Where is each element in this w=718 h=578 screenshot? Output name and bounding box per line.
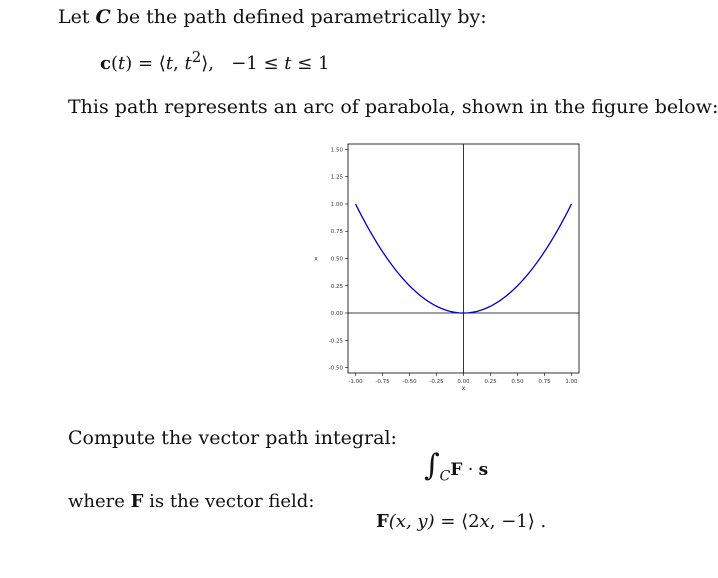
param-eq: ) = ⟨	[125, 53, 166, 74]
field-x: x	[479, 511, 490, 532]
integral-s: s	[478, 460, 489, 480]
integral-F: F	[450, 460, 463, 480]
intro-let: Let	[58, 6, 90, 28]
y-tick-label: -0.50	[328, 365, 343, 372]
x-tick-label: -0.25	[429, 379, 444, 385]
compute-prompt: Compute the vector path integral:	[68, 427, 397, 449]
param-t-y: t	[184, 53, 192, 74]
figure-description: This path represents an arc of parabola, shown in the figure below:	[68, 96, 718, 118]
y-tick-label: 1.50	[330, 147, 343, 154]
field-args: (x, y)	[388, 511, 435, 532]
param-t: t	[118, 53, 126, 74]
where-pre: where	[68, 491, 125, 512]
intro-text	[58, 6, 487, 28]
parabola-chart	[305, 140, 585, 402]
where-text	[68, 491, 314, 512]
param-range-end: ≤ 1	[291, 53, 330, 74]
y-axis-label: x	[314, 255, 318, 263]
where-post: is the vector field:	[149, 491, 315, 512]
integral-subscript: C	[439, 468, 451, 485]
x-tick-label: 1.00	[565, 379, 578, 385]
vector-field-definition	[376, 511, 546, 532]
x-axis-label: x	[461, 385, 466, 392]
x-tick-label: 0.00	[457, 379, 470, 385]
x-tick-label: -0.50	[402, 379, 417, 385]
y-tick-label: 0.25	[330, 283, 343, 290]
x-tick-label: 0.25	[484, 379, 497, 385]
y-tick-label: 1.00	[330, 201, 343, 208]
param-comma: ,	[173, 53, 185, 74]
y-tick-label: -0.25	[328, 338, 343, 345]
integral-sign: ∫	[424, 448, 440, 483]
integral-dot: ·	[462, 460, 479, 480]
param-range-t: t	[284, 53, 292, 74]
x-tick-label: 0.75	[538, 379, 551, 385]
y-tick-label: 1.25	[330, 174, 343, 181]
param-range: −1 ≤	[231, 53, 285, 74]
where-F: F	[130, 491, 144, 512]
field-rest: , −1⟩ .	[489, 511, 547, 532]
param-fn: c	[100, 53, 111, 74]
y-tick-label: 0.00	[330, 311, 343, 318]
param-square: 2	[191, 48, 202, 66]
intro-rest: be the path defined parametrically by:	[116, 6, 487, 28]
x-tick-label: 0.50	[511, 379, 524, 385]
y-tick-label: 0.50	[330, 256, 343, 263]
intro-var-c: C	[95, 6, 111, 28]
param-t-x: t	[165, 53, 174, 74]
path-integral-expression	[424, 448, 488, 484]
parametric-equation: c(t) = ⟨t, $t^2⟩$, −1 ≤ t ≤ 1	[100, 48, 330, 74]
field-F: F	[376, 511, 389, 532]
param-close: ⟩,	[201, 53, 215, 74]
field-eq: = ⟨2	[434, 511, 480, 532]
x-tick-label: -1.00	[348, 379, 363, 385]
y-tick-label: 0.75	[330, 229, 343, 236]
x-tick-label: -0.75	[375, 379, 390, 385]
